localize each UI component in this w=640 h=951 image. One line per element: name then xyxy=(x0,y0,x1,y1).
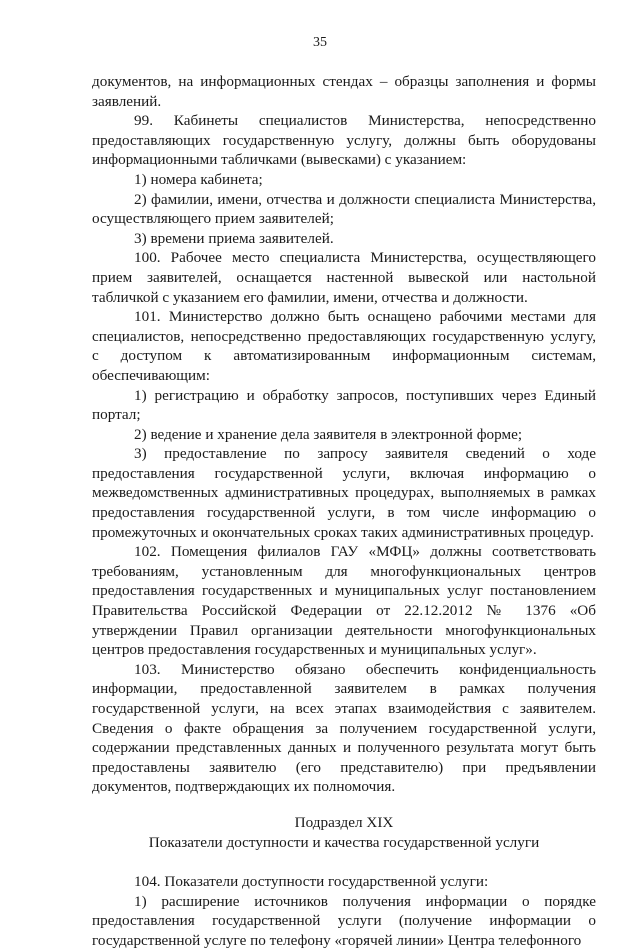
list-item: 3) предоставление по запросу заявителя сведений о ходе предоставления государственной услуги, включая информацию о межведомственных административных процедурах, выполняемых в рамках предоставления государственной услуги, в том числе информацию о промежуточных и окончательных сроках таких административных процедур. xyxy=(92,445,596,541)
page-number: 35 xyxy=(313,35,327,50)
list-item: 1) регистрацию и обработку запросов, поступивших через Единый портал; xyxy=(92,386,596,424)
paragraph-100: 100. Рабочее место специалиста Министерства, осуществляющего прием заявителей, оснащается настенной вывеской или настольной табличкой с указанием его фамилии, имени, отчества и должности. xyxy=(92,249,596,306)
list-item: 2) фамилии, имени, отчества и должности специалиста Министерства, осуществляющего прием заявителей; xyxy=(92,190,596,228)
paragraph-101: 101. Министерство должно быть оснащено рабочими местами для специалистов, непосредственно предоставляющих государственную услугу, с доступом к автоматизированным информационным системам, обеспечивающим: xyxy=(92,308,596,384)
list-item: 1) номера кабинета; xyxy=(134,170,263,188)
paragraph-104: 104. Показатели доступности государственной услуги: xyxy=(134,873,489,891)
paragraph-103: 103. Министерство обязано обеспечить конфиденциальность информации, предоставленной заявителем в рамках получения государственной услуги, на всех этапах взаимодействия с заявителем. Сведения о факте обращения за получением государственной услуги, содержании представленных данных и полученного результата могут быть предоставлены заявителю (его представителю) при предъявлении документов, подтверждающих их полномочия. xyxy=(92,660,596,796)
paragraph: документов, на информационных стендах – образцы заполнения и формы заявлений. xyxy=(92,73,596,110)
subsection-heading: Показатели доступности и качества государственной услуги xyxy=(148,833,540,851)
paragraph-99: 99. Кабинеты специалистов Министерства, непосредственно предоставляющих государственную услугу, должны быть оборудованы информационными табличками (вывесками) с указанием: xyxy=(92,112,596,169)
list-item: 3) времени приема заявителей. xyxy=(134,229,334,247)
paragraph-102: 102. Помещения филиалов ГАУ «МФЦ» должны соответствовать требованиям, установленным для многофункциональных центров предоставления государственных и муниципальных услуг постановлением Правительства Российской Федерации от 22.12.2012 № 1376 «Об утверждении Правил организации деятельности многофункциональных центров предоставления государственных и муниципальных услуг». xyxy=(92,543,596,659)
subsection-title: Подраздел XIX xyxy=(294,813,394,831)
page-content xyxy=(92,72,596,951)
list-item: 1) расширение источников получения информации о порядке предоставления государственной услуги (получение информации о государственной услуге по телефону «горячей линии» Центра телефонного xyxy=(92,892,596,949)
list-item: 2) ведение и хранение дела заявителя в электронной форме; xyxy=(134,425,523,443)
